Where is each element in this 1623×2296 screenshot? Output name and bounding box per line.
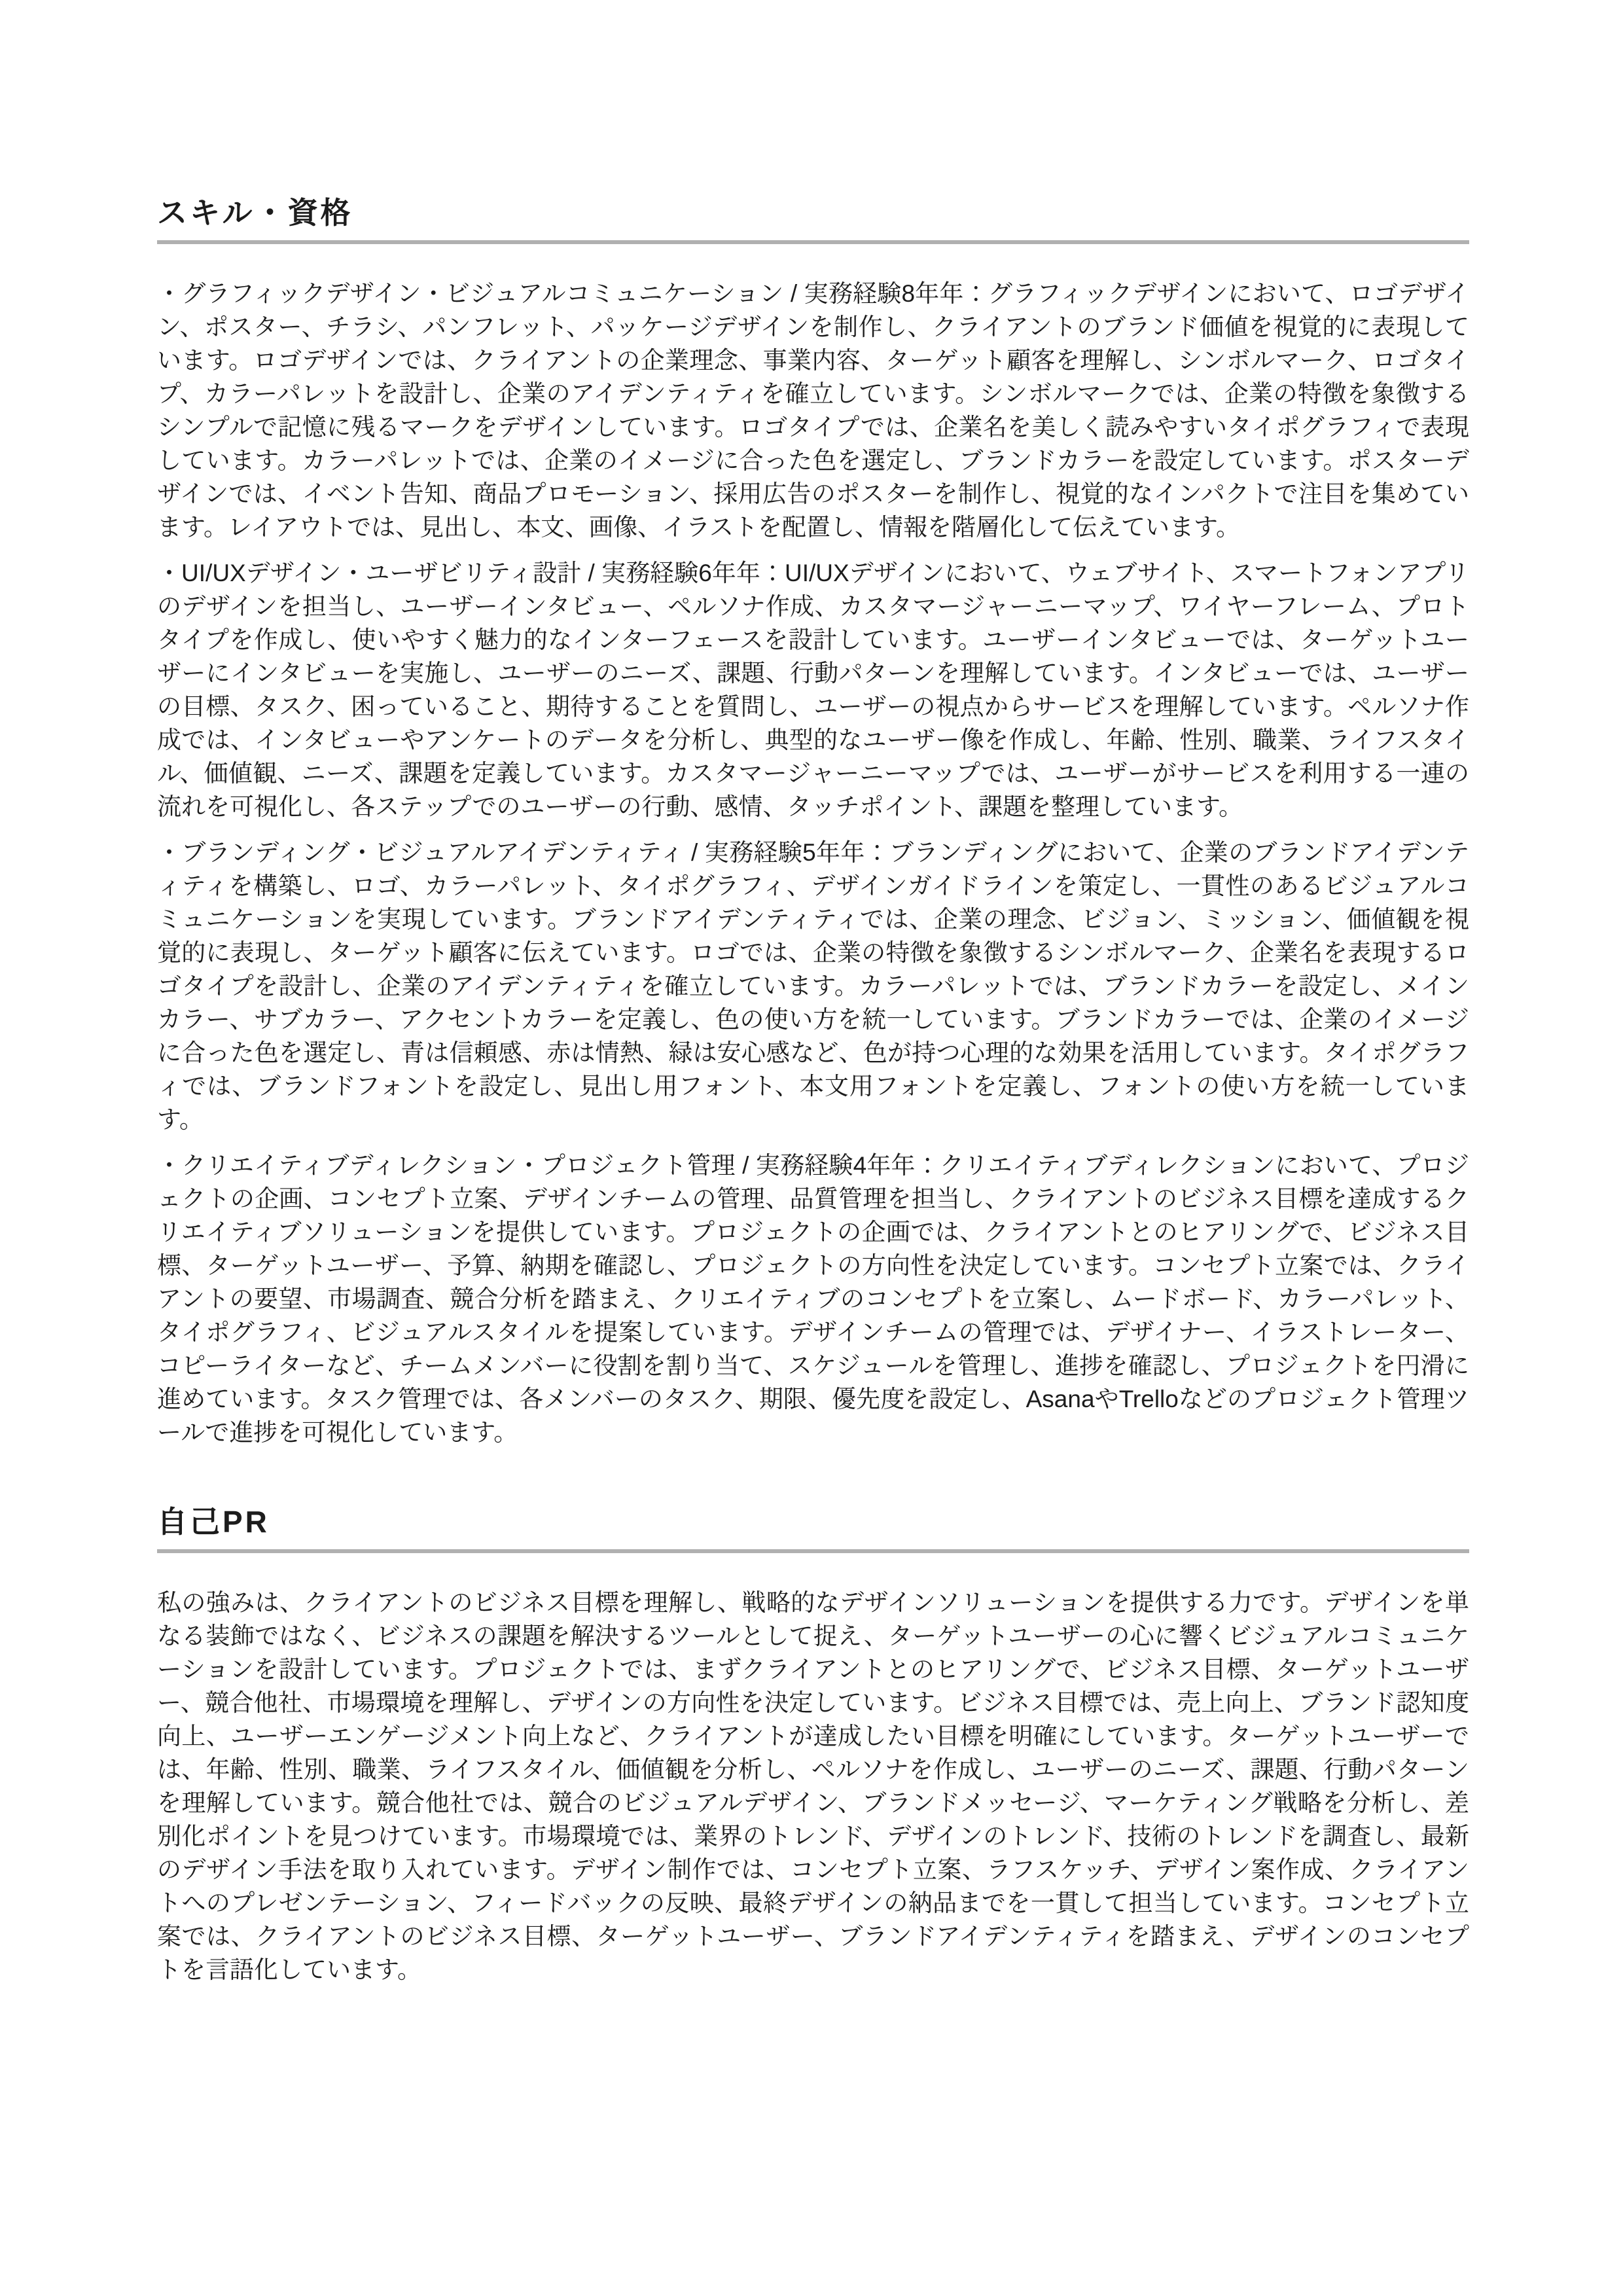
skills-heading-divider: [157, 240, 1469, 244]
skill-item-branding: ・ブランディング・ビジュアルアイデンティティ / 実務経験5年年：ブランディングにおいて、企業のブランドアイデンティティを構築し、ロゴ、カラーパレット、タイポグラフィ、デザインガイドラインを策定し、一貫性のあるビジュアルコミュニケーションを実現しています。ブランドアイデンティティでは、企業の理念、ビジョン、ミッション、価値観を視覚的に表現し、ターゲット顧客に伝えています。ロゴでは、企業の特徴を象徴するシンボルマーク、企業名を表現するロゴタイプを設計し、企業のアイデンティティを確立しています。カラーパレットでは、ブランドカラーを設定し、メインカラー、サブカラー、アクセントカラーを定義し、色の使い方を統一しています。ブランドカラーでは、企業のイメージに合った色を選定し、青は信頼感、赤は情熱、緑は安心感など、色が持つ心理的な効果を活用しています。タイポグラフィでは、ブランドフォントを設定し、見出し用フォント、本文用フォントを定義し、フォントの使い方を統一しています。: [157, 839, 1470, 1134]
skill-item-creative-direction: ・クリエイティブディレクション・プロジェクト管理 / 実務経験4年年：クリエイティブディレクションにおいて、プロジェクトの企画、コンセプト立案、デザインチームの管理、品質管理を担当し、クライアントのビジネス目標を達成するクリエイティブソリューションを提供しています。プロジェクトの企画では、クライアントとのヒアリングで、ビジネス目標、ターゲットユーザー、予算、納期を確認し、プロジェクトの方向性を決定しています。コンセプト立案では、クライアントの要望、市場調査、競合分析を踏まえ、クリエイティブのコンセプトを立案し、ムードボード、カラーパレット、タイポグラフィ、ビジュアルスタイルを提案しています。デザインチームの管理では、デザイナー、イラストレーター、コピーライターなど、チームメンバーに役割を割り当て、スケジュールを管理し、進捗を確認し、プロジェクトを円滑に進めています。タスク管理では、各メンバーのタスク、期限、優先度を設定し、AsanaやTrelloなどのプロジェクト管理ツールで進捗を可視化しています。: [157, 1152, 1469, 1446]
self-pr-heading-divider: [157, 1549, 1469, 1553]
skill-item-uiux-design: ・UI/UXデザイン・ユーザビリティ設計 / 実務経験6年年：UI/UXデザインにおいて、ウェブサイト、スマートフォンアプリのデザインを担当し、ユーザーインタビュー、ペルソナ作成、カスタマージャーニーマップ、ワイヤーフレーム、プロトタイプを作成し、使いやすく魅力的なインターフェースを設計しています。ユーザーインタビューでは、ターゲットユーザーにインタビューを実施し、ユーザーのニーズ、課題、行動パターンを理解しています。インタビューでは、ユーザーの目標、タスク、困っていること、期待することを質問し、ユーザーの視点からサービスを理解しています。ペルソナ作成では、インタビューやアンケートのデータを分析し、典型的なユーザー像を作成し、年齢、性別、職業、ライフスタイル、価値観、ニーズ、課題を定義しています。カスタマージャーニーマップでは、ユーザーがサービスを利用する一連の流れを可視化し、各ステップでのユーザーの行動、感情、タッチポイント、課題を整理しています。: [157, 560, 1469, 821]
skills-heading: スキル・資格: [157, 196, 353, 230]
skills-list: [157, 277, 1469, 1449]
section-self-pr: [157, 1504, 1469, 1986]
self-pr-body: [157, 1586, 1469, 1986]
self-pr-text: 私の強みは、クライアントのビジネス目標を理解し、戦略的なデザインソリューションを提供する力です。デザインを単なる装飾ではなく、ビジネスの課題を解決するツールとして捉え、ターゲットユーザーの心に響くビジュアルコミュニケーションを設計しています。プロジェクトでは、まずクライアントとのヒアリングで、ビジネス目標、ターゲットユーザー、競合他社、市場環境を理解し、デザインの方向性を決定しています。ビジネス目標では、売上向上、ブランド認知度向上、ユーザーエンゲージメント向上など、クライアントが達成したい目標を明確にしています。ターゲットユーザーでは、年齢、性別、職業、ライフスタイル、価値観を分析し、ペルソナを作成し、ユーザーのニーズ、課題、行動パターンを理解しています。競合他社では、競合のビジュアルデザイン、ブランドメッセージ、マーケティング戦略を分析し、差別化ポイントを見つけています。市場環境では、業界のトレンド、デザインのトレンド、技術のトレンドを調査し、最新のデザイン手法を取り入れています。デザイン制作では、コンセプト立案、ラフスケッチ、デザイン案作成、クライアントへのプレゼンテーション、フィードバックの反映、最終デザインの納品までを一貫して担当しています。コンセプト立案では、クライアントのビジネス目標、ターゲットユーザー、ブランドアイデンティティを踏まえ、デザインのコンセプトを言語化しています。: [157, 1589, 1469, 1984]
self-pr-heading: 自己PR: [157, 1505, 270, 1539]
skill-item-graphic-design: ・グラフィックデザイン・ビジュアルコミュニケーション / 実務経験8年年：グラフィックデザインにおいて、ロゴデザイン、ポスター、チラシ、パンフレット、パッケージデザインを制作し、クライアントのブランド価値を視覚的に表現しています。ロゴデザインでは、クライアントの企業理念、事業内容、ターゲット顧客を理解し、シンボルマーク、ロゴタイプ、カラーパレットを設計し、企業のアイデンティティを確立しています。シンボルマークでは、企業の特徴を象徴するシンプルで記憶に残るマークをデザインしています。ロゴタイプでは、企業名を美しく読みやすいタイポグラフィで表現しています。カラーパレットでは、企業のイメージに合った色を選定し、ブランドカラーを設定しています。ポスターデザインでは、イベント告知、商品プロモーション、採用広告のポスターを制作し、視覚的なインパクトで注目を集めています。レイアウトでは、見出し、本文、画像、イラストを配置し、情報を階層化して伝えています。: [157, 280, 1469, 541]
resume-page: [157, 0, 1469, 1986]
section-skills: [157, 0, 1469, 1449]
